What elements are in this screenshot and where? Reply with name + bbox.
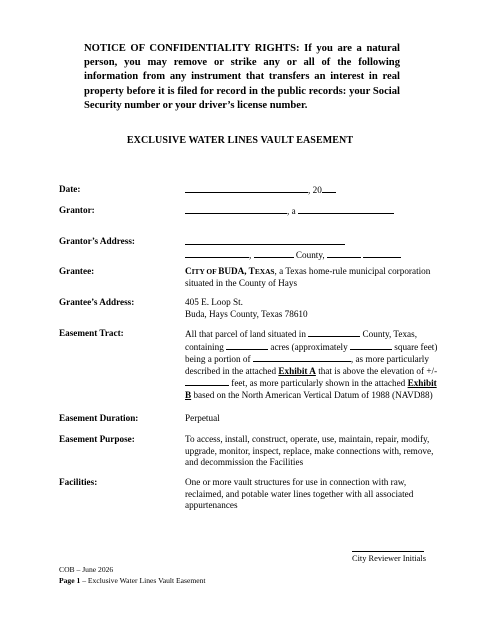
exhibit-b-reference: Exhibit B [185,378,437,400]
grantor-county-text: County, [293,249,327,260]
tract-sqft-blank[interactable] [350,341,392,350]
tract-text-5: , as more particularly described in the attached [185,354,429,376]
grantee-city-ity: ITY OF [191,267,219,276]
grantee-address-line2: Buda, Hays County, Texas 78610 [185,308,308,319]
date-label: Date: [59,184,81,194]
tract-text-2: County, Texas, containing [185,329,418,352]
tract-text-7: feet, as more particularly shown in the attached [229,378,408,389]
date-year-prefix: , 20 [308,185,322,195]
grantor-value [185,205,439,218]
grantor-entity-blank[interactable] [298,205,394,214]
grantor-address-label: Grantor’s Address: [59,236,135,246]
grantor-county-blank[interactable] [254,249,294,258]
grantee-address-value [185,297,439,320]
date-value [185,184,439,197]
easement-purpose-value: To access, install, construct, operate, use, maintain, repair, modify, upgrade, monitor, inspect, replace, make connections with, remove, and decommission the Facilities [185,434,434,468]
grantee-value [185,266,439,289]
grantee-address-label: Grantee’s Address: [59,297,135,307]
date-blank[interactable] [185,184,308,193]
easement-tract-label: Easement Tract: [59,328,124,338]
easement-duration-value: Perpetual [185,413,220,423]
grantee-texas-t: T [248,266,255,276]
tract-county-blank[interactable] [308,328,360,337]
facilities-label: Facilities: [59,477,98,487]
easement-tract-value [185,328,439,402]
footer-page-number: Page 1 [59,576,81,585]
document-title: EXCLUSIVE WATER LINES VAULT EASEMENT [126,135,354,146]
grantee-label: Grantee: [59,266,95,276]
exhibit-a-reference: Exhibit A [278,365,316,376]
tract-text-1: All that parcel of land situated in [185,329,309,339]
grantee-texas-exas: EXAS [254,267,275,276]
tract-acres-blank[interactable] [226,341,268,350]
grantor-address-line1-blank[interactable] [185,236,345,245]
grantee-city-c: C [185,266,192,276]
easement-duration-label: Easement Duration: [59,413,139,423]
grantor-city-blank[interactable] [185,249,249,258]
easement-purpose-label: Easement Purpose: [59,434,135,444]
grantor-zip-blank[interactable] [363,249,401,258]
year-blank[interactable] [322,184,336,193]
grantee-buda: BUDA, [218,266,249,276]
footer-page-info [59,576,206,585]
grantor-mid-text: , a [287,206,296,216]
reviewer-initials-line[interactable] [352,551,424,552]
tract-text-8: based on the North American Vertical Datum of 1988 (NAVD88) [191,389,433,400]
footer-version: COB – June 2026 [59,565,114,574]
grantor-label: Grantor: [59,205,95,215]
grantor-state-blank[interactable] [327,249,361,258]
grantor-address-value [185,236,439,261]
tract-portion-blank[interactable] [253,353,351,362]
tract-text-4: square feet) being a portion of [185,341,438,365]
tract-text-6: that is above the elevation of +/- [315,365,438,376]
footer-doc-title: – Exclusive Water Lines Vault Easement [80,576,206,585]
grantee-description: , a Texas home-rule municipal corporation situated in the County of Hays [185,266,431,288]
confidentiality-notice: NOTICE OF CONFIDENTIALITY RIGHTS: If you are a natural person, you may remove or strike any or all of the following information from any instrument that transfers an interest in real property before it is filed for record in the public records: your Social Security number or your driver’s license number. [84,43,400,111]
facilities-value: One or more vault structures for use in connection with raw, reclaimed, and potable water lines together with all associated appurtenances [185,477,414,511]
grantee-address-line1: 405 E. Loop St. [185,297,243,307]
reviewer-initials-label: City Reviewer Initials [352,554,426,563]
grantor-name-blank[interactable] [185,205,287,214]
tract-text-3: acres (approximately [268,341,350,352]
tract-elevation-blank[interactable] [185,377,229,386]
grantor-address-comma: , [249,249,254,260]
